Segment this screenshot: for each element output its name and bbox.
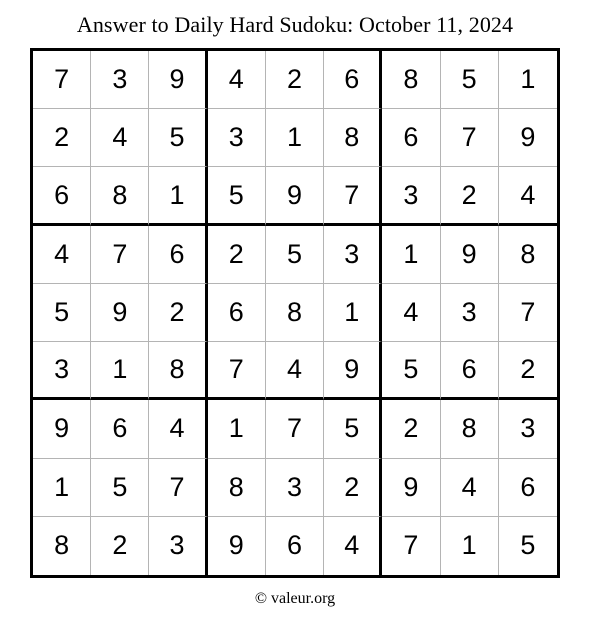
sudoku-cell-r4-c8: 9 xyxy=(441,226,499,284)
sudoku-cell-r1-c8: 5 xyxy=(441,51,499,109)
sudoku-cell-r5-c7: 4 xyxy=(382,284,440,342)
sudoku-cell-r1-c9: 1 xyxy=(499,51,557,109)
sudoku-cell-r8-c3: 7 xyxy=(149,459,207,517)
sudoku-cell-r9-c5: 6 xyxy=(266,517,324,575)
sudoku-cell-r6-c6: 9 xyxy=(324,342,382,400)
sudoku-cell-r1-c3: 9 xyxy=(149,51,207,109)
sudoku-cell-r6-c7: 5 xyxy=(382,342,440,400)
sudoku-cell-r5-c3: 2 xyxy=(149,284,207,342)
sudoku-cell-r9-c3: 3 xyxy=(149,517,207,575)
sudoku-cell-r8-c9: 6 xyxy=(499,459,557,517)
sudoku-cell-r3-c2: 8 xyxy=(91,167,149,225)
sudoku-cell-r2-c6: 8 xyxy=(324,109,382,167)
sudoku-cell-r7-c4: 1 xyxy=(208,400,266,458)
sudoku-cell-r4-c1: 4 xyxy=(33,226,91,284)
sudoku-cell-r8-c5: 3 xyxy=(266,459,324,517)
sudoku-cell-r4-c6: 3 xyxy=(324,226,382,284)
sudoku-cell-r9-c1: 8 xyxy=(33,517,91,575)
sudoku-cell-r2-c8: 7 xyxy=(441,109,499,167)
sudoku-cell-r7-c3: 4 xyxy=(149,400,207,458)
sudoku-cell-r4-c5: 5 xyxy=(266,226,324,284)
sudoku-cell-r7-c2: 6 xyxy=(91,400,149,458)
sudoku-cell-r5-c1: 5 xyxy=(33,284,91,342)
sudoku-cell-r4-c2: 7 xyxy=(91,226,149,284)
sudoku-cell-r9-c9: 5 xyxy=(520,530,536,561)
sudoku-cell-r9-c6: 4 xyxy=(324,517,382,575)
sudoku-cell-r7-c1: 9 xyxy=(33,400,91,458)
sudoku-cell-r4-c4: 2 xyxy=(208,226,266,284)
sudoku-cell-r3-c4: 5 xyxy=(208,167,266,225)
sudoku-cell-r5-c9: 7 xyxy=(499,284,557,342)
sudoku-cell-r5-c6: 1 xyxy=(324,284,382,342)
sudoku-cell-r6-c5: 4 xyxy=(266,342,324,400)
page-title: Answer to Daily Hard Sudoku: October 11, 2024 xyxy=(76,12,514,37)
sudoku-cell-r7-c9: 3 xyxy=(499,400,557,458)
sudoku-cell-r6-c3: 8 xyxy=(149,342,207,400)
sudoku-cell-r6-c4: 7 xyxy=(208,342,266,400)
sudoku-cell-r1-c6: 6 xyxy=(324,51,382,109)
sudoku-cell-r4-c7: 1 xyxy=(382,226,440,284)
sudoku-cell-r2-c4: 3 xyxy=(208,109,266,167)
sudoku-cell-r1-c4: 4 xyxy=(208,51,266,109)
sudoku-cell-r5-c8: 3 xyxy=(441,284,499,342)
sudoku-cell-r8-c1: 1 xyxy=(33,459,91,517)
sudoku-cell-r7-c5: 7 xyxy=(266,400,324,458)
sudoku-cell-r3-c7: 3 xyxy=(382,167,440,225)
copyright-footer: © valeur.org xyxy=(254,590,336,607)
sudoku-cell-r4-c3: 6 xyxy=(149,226,207,284)
sudoku-cell-r2-c7: 6 xyxy=(382,109,440,167)
sudoku-cell-r9-c7: 7 xyxy=(382,517,440,575)
sudoku-board xyxy=(30,48,560,578)
sudoku-cell-r5-c4: 6 xyxy=(208,284,266,342)
sudoku-cell-r2-c5: 1 xyxy=(266,109,324,167)
sudoku-cell-r6-c8: 6 xyxy=(441,342,499,400)
sudoku-cell-r2-c9: 9 xyxy=(499,109,557,167)
sudoku-cell-r7-c8: 8 xyxy=(441,400,499,458)
sudoku-cell-r8-c6: 2 xyxy=(324,459,382,517)
sudoku-cell-r2-c1: 2 xyxy=(33,109,91,167)
sudoku-cell-r1-c2: 3 xyxy=(91,51,149,109)
sudoku-cell-r1-c5: 2 xyxy=(266,51,324,109)
sudoku-cell-r1-c7: 8 xyxy=(382,51,440,109)
sudoku-cell-r3-c6: 7 xyxy=(324,167,382,225)
sudoku-cell-r3-c3: 1 xyxy=(149,167,207,225)
sudoku-cell-r3-c1: 6 xyxy=(33,167,91,225)
sudoku-cell-r6-c9: 2 xyxy=(499,342,557,400)
sudoku-cell-r9-c4: 9 xyxy=(208,517,266,575)
sudoku-cell-r9-c8: 1 xyxy=(441,517,499,575)
sudoku-cell-r5-c2: 9 xyxy=(91,284,149,342)
sudoku-cell-r4-c9: 8 xyxy=(499,226,557,284)
sudoku-cell-r9-c2: 2 xyxy=(91,517,149,575)
sudoku-cell-r3-c9: 4 xyxy=(499,167,557,225)
sudoku-cell-r8-c2: 5 xyxy=(91,459,149,517)
sudoku-cell-r7-c6: 5 xyxy=(324,400,382,458)
sudoku-cell-r7-c7: 2 xyxy=(382,400,440,458)
sudoku-cell-r8-c4: 8 xyxy=(208,459,266,517)
sudoku-cell-r8-c8: 4 xyxy=(441,459,499,517)
sudoku-cell-r6-c2: 1 xyxy=(91,342,149,400)
sudoku-cell-r2-c2: 4 xyxy=(91,109,149,167)
sudoku-cell-r6-c1: 3 xyxy=(33,342,91,400)
sudoku-cell-r2-c3: 5 xyxy=(149,109,207,167)
sudoku-cell-r5-c5: 8 xyxy=(266,284,324,342)
sudoku-cell-r1-c1: 7 xyxy=(33,51,91,109)
sudoku-cell-r3-c8: 2 xyxy=(441,167,499,225)
sudoku-cell-r8-c7: 9 xyxy=(382,459,440,517)
sudoku-cell-r3-c5: 9 xyxy=(266,167,324,225)
